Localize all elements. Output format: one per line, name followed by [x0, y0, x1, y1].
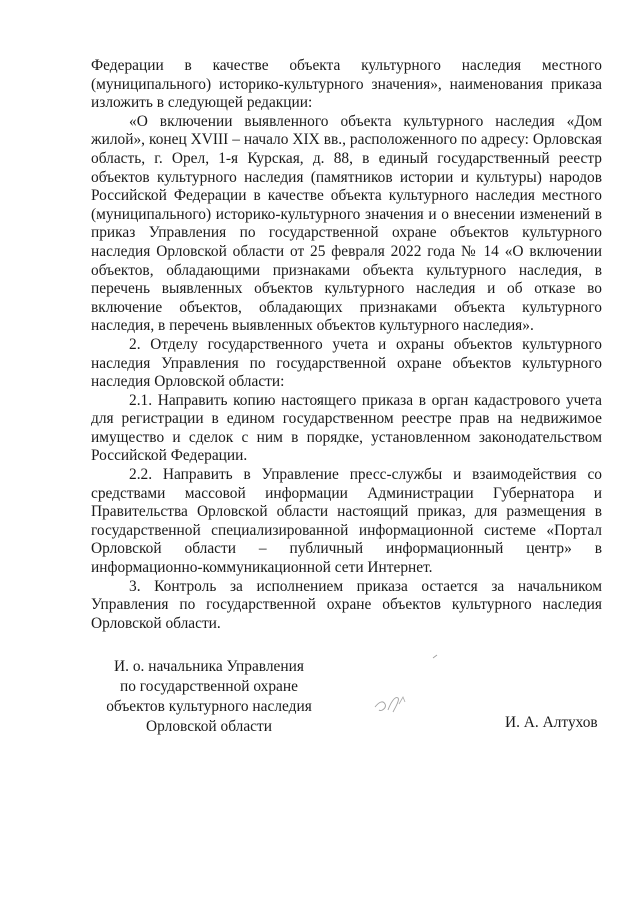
signatory-name: И. А. Алтухов [505, 714, 598, 731]
document-body [91, 57, 602, 633]
signatory-title-line: по государственной охране [120, 678, 298, 695]
paragraph-item-2: 2. Отделу государственного учета и охраны объектов культурного наследия Управления по государственной охране объектов культурного наследия Орловской области: [91, 335, 602, 391]
paragraph-continuation: Федерации в качестве объекта культурного наследия местного (муниципального) историко-культурного значения», наименования приказа изложить в следующей редакции: [91, 57, 602, 112]
paragraph-item-2-2: 2.2. Направить в Управление пресс-службы и взаимодействия со средствами массовой информации Администрации Губернатора и Правительства Орловской области настоящий приказ, для размещения в государственной специализированной информационной системе «Портал Орловской области – публичный информационный центр» в информационно-коммуникационной сети Интернет. [91, 466, 602, 577]
paragraph-quoted-title: «О включении выявленного объекта культурного наследия «Дом жилой», конец XVIII – начало XIX вв., расположенного по адресу: Орловская область, г. Орел, 1-я Курская, д. 88, в единый государственный реестр объектов культурного наследия (памятников истории и культуры) народов Российской Федерации в качестве объекта культурного наследия местного (муниципального) историко-культурного значения и о внесении изменений в приказ Управления по государственной охране объектов культурного наследия Орловской области от 25 февраля 2022 года № 14 «О включении объектов, обладающими признаками объекта культурного наследия, в перечень выявленных объектов культурного наследия и об отказе во включение объектов, обладающих признаками объекта культурного наследия, в перечень выявленных объектов культурного наследия». [91, 112, 602, 335]
signatory-title-line: И. о. начальника Управления [114, 658, 304, 675]
signatory-title-line: объектов культурного наследия [106, 698, 312, 715]
signatory-title [91, 657, 327, 737]
paragraph-item-3: 3. Контроль за исполнением приказа остается за начальником Управления по государственной охране объектов культурного наследия Орловской области. [91, 577, 602, 632]
signatory-title-line: Орловской области [146, 718, 272, 735]
paragraph-item-2-1: 2.1. Направить копию настоящего приказа в орган кадастрового учета для регистрации в едином государственном реестре прав на недвижимое имущество и сделок с ним в порядке, установленном законодательством Российской Федерации. [91, 391, 602, 465]
handwritten-signature [355, 652, 445, 722]
